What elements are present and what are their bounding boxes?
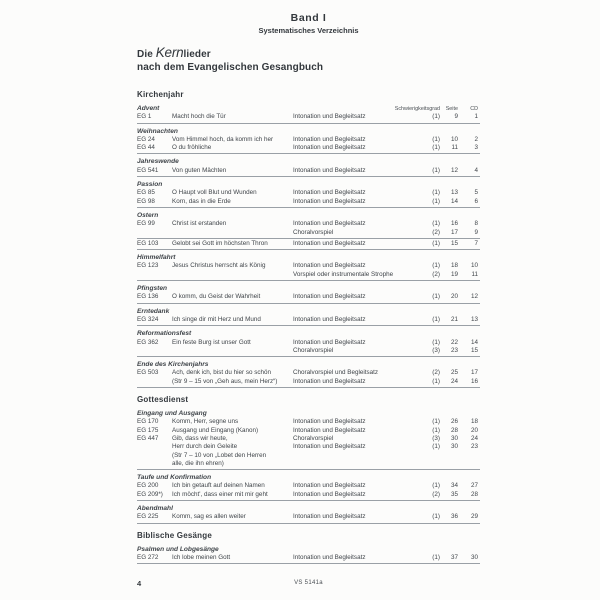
entry-grade: (1) <box>432 443 440 451</box>
subsection <box>137 505 480 524</box>
entry-eg: EG 209*) <box>137 490 163 498</box>
entry-eg: EG 170 <box>137 418 159 426</box>
subsection-name: Taufe und Konfirmation <box>137 474 212 482</box>
entry-type <box>293 460 405 468</box>
entry-title: Macht hoch die Tür <box>172 113 226 121</box>
entry-grade: (2) <box>432 490 440 498</box>
entry-title: O du fröhliche <box>172 144 212 152</box>
entry-eg: EG 85 <box>137 189 155 197</box>
entry-cd: 11 <box>471 270 478 278</box>
entry-grade: (1) <box>432 513 440 521</box>
entry-type: Intonation und Begleitsatz <box>293 113 366 121</box>
subsection-name: Jahreswende <box>137 158 179 166</box>
subsection <box>137 105 480 124</box>
entry-title: (Str 7 – 10 von „Lobet den Herren <box>172 451 267 459</box>
entry-page: 15 <box>450 239 458 247</box>
entry-title: O Haupt voll Blut und Wunden <box>172 189 257 197</box>
entry-title: Ich lobe meinen Gott <box>172 553 231 561</box>
entry-grade: (2) <box>432 228 440 236</box>
entry-title: Ausgang und Eingang (Kanon) <box>172 426 259 434</box>
entry-block <box>137 167 480 177</box>
entry-cd: 30 <box>470 553 478 561</box>
col-header-page: Seite <box>445 106 458 112</box>
entry-eg: EG 324 <box>137 315 159 323</box>
subsection <box>137 330 480 357</box>
entry-page: 16 <box>450 220 458 228</box>
entry-row <box>137 240 480 248</box>
entry-row <box>137 113 480 121</box>
band-title: Band I <box>290 12 327 24</box>
entry-row <box>137 482 480 490</box>
page-content <box>137 46 480 565</box>
entry-title: Gib, dass wir heute, <box>172 434 228 442</box>
entry-title: Komm, Herr, segne uns <box>172 418 239 426</box>
entry-grade: (2) <box>432 369 440 377</box>
entry-page: 12 <box>450 166 458 174</box>
entry-cd: 10 <box>470 262 478 270</box>
entry-cd: 16 <box>470 377 478 385</box>
entry-grade: (1) <box>432 166 440 174</box>
entry-eg: EG 136 <box>137 293 159 301</box>
subsection-name: Advent <box>137 105 160 112</box>
entry-block <box>137 369 480 388</box>
entry-type: Vorspiel oder instrumentale Strophe <box>293 270 394 278</box>
subsection-name: Erntedank <box>137 307 170 315</box>
entry-grade: (1) <box>432 220 440 228</box>
entry-title: Ach, denk ich, bist du hier so schön <box>172 369 272 377</box>
entry-grade: (2) <box>432 270 440 278</box>
entry-cd: 8 <box>474 220 478 228</box>
entry-title: Gelobt sei Gott im höchsten Thron <box>172 239 268 247</box>
entry-title: Jesus Christus herrscht als König <box>172 262 266 270</box>
entry-page: 20 <box>450 293 458 301</box>
footer-page-number: 4 <box>137 579 142 588</box>
work-title <box>137 46 480 74</box>
subsection-header-row <box>137 105 480 113</box>
entry-row <box>137 513 480 521</box>
subsection-name: Ostern <box>137 211 159 219</box>
entry-title: Korn, das in die Erde <box>172 197 231 205</box>
entry-page: 36 <box>450 513 458 521</box>
document-subtitle: Systematisches Verzeichnis <box>258 26 359 35</box>
entry-page: 10 <box>450 135 458 143</box>
entry-title: alle, die ihn ehren) <box>172 459 224 467</box>
entry-type: Choralvorspiel <box>293 434 334 442</box>
entry-row <box>137 220 480 228</box>
entry-title <box>172 347 293 355</box>
subsection-header-row <box>137 212 480 220</box>
entry-eg: EG 272 <box>137 553 159 561</box>
col-header-difficulty: Schwierigkeitsgrad <box>394 106 440 112</box>
entry-block <box>137 136 480 155</box>
entry-block <box>137 316 480 326</box>
entry-eg: EG 103 <box>137 239 159 247</box>
entry-row <box>137 378 480 386</box>
entry-type: Choralvorspiel <box>293 228 334 236</box>
entry-grade: (1) <box>432 239 440 247</box>
entry-title: Herr durch dein Geleite <box>172 443 238 451</box>
entry-grade: (1) <box>432 377 440 385</box>
entry-type: Intonation und Begleitsatz <box>293 443 366 451</box>
subsection-name: Eingang und Ausgang <box>137 410 207 418</box>
entry-page: 14 <box>450 197 458 205</box>
entry-block <box>137 293 480 303</box>
entry-eg <box>137 378 172 386</box>
subsection <box>137 285 480 304</box>
entry-grade: (1) <box>432 113 440 121</box>
entry-block <box>137 339 480 358</box>
entry-type: Intonation und Begleitsatz <box>293 135 366 143</box>
entry-page: 37 <box>450 553 458 561</box>
entry-grade: (1) <box>432 426 440 434</box>
entry-grade: (3) <box>432 346 440 354</box>
entry-type: Intonation und Begleitsatz <box>293 490 366 498</box>
entry-eg: EG 99 <box>137 220 155 228</box>
entry-type: Intonation und Begleitsatz <box>293 418 366 426</box>
work-title-line2: nach dem Evangelischen Gesangbuch <box>137 62 324 73</box>
entry-cd: 4 <box>474 166 478 174</box>
entry-row <box>137 491 480 499</box>
entry-page <box>440 460 458 468</box>
entry-row <box>137 452 480 460</box>
entry-eg: EG 362 <box>137 338 159 346</box>
entry-title: Komm, sag es allen weiter <box>172 513 246 521</box>
entry-cd: 23 <box>470 443 478 451</box>
entry-page: 28 <box>450 426 458 434</box>
subsection <box>137 308 480 327</box>
entry-grade: (1) <box>432 197 440 205</box>
entry-page: 13 <box>450 189 458 197</box>
subsection-name: Himmelfahrt <box>137 254 176 262</box>
entry-cd: 12 <box>470 293 478 301</box>
entry-grade: (1) <box>432 315 440 323</box>
subsection-name: Ende des Kirchenjahrs <box>137 361 209 369</box>
entry-page: 19 <box>450 270 458 278</box>
entry-eg: EG 24 <box>137 135 155 143</box>
entry-cd: 7 <box>474 239 478 247</box>
subsection-header-row <box>137 158 480 166</box>
entry-block <box>137 418 480 470</box>
subsection-name: Pfingsten <box>137 285 168 293</box>
entry-page: 21 <box>450 315 458 323</box>
entry-row <box>137 136 480 144</box>
entry-eg: EG 447 <box>137 434 159 442</box>
entry-cd: 20 <box>470 426 478 434</box>
entry-block <box>137 262 480 281</box>
entry-page <box>440 452 458 460</box>
entry-cd: 5 <box>474 189 478 197</box>
entry-row <box>137 418 480 426</box>
entry-page: 35 <box>450 490 458 498</box>
work-title-prefix: Die <box>137 49 156 60</box>
entry-grade <box>405 452 440 460</box>
subsection-header-row <box>137 474 480 482</box>
entry-row <box>137 369 480 377</box>
entry-row <box>137 443 480 451</box>
work-title-brand: Kern <box>155 45 184 60</box>
entry-grade: (1) <box>432 144 440 152</box>
subsection <box>137 181 480 208</box>
entry-eg: EG 541 <box>137 166 159 174</box>
footer-code: VS 5141a <box>294 580 323 586</box>
entry-type: Intonation und Begleitsatz <box>293 262 366 270</box>
entry-grade: (1) <box>432 293 440 301</box>
entry-title <box>172 229 293 237</box>
subsection-header-row <box>137 308 480 316</box>
entry-type: Choralvorspiel und Begleitsatz <box>293 369 379 377</box>
entry-type: Choralvorspiel <box>293 346 334 354</box>
entry-row <box>137 339 480 347</box>
entry-block <box>137 189 480 208</box>
entry-eg <box>137 271 172 279</box>
entry-row <box>137 144 480 152</box>
subsection <box>137 128 480 155</box>
entry-page: 17 <box>450 228 458 236</box>
entry-row <box>137 316 480 324</box>
entry-cd: 3 <box>474 144 478 152</box>
entry-page: 23 <box>450 346 458 354</box>
entry-eg: EG 200 <box>137 482 159 490</box>
entry-type <box>293 452 405 460</box>
entry-type: Intonation und Begleitsatz <box>293 553 366 561</box>
entry-title: Ich singe dir mit Herz und Mund <box>172 315 261 323</box>
subsection <box>137 474 480 501</box>
entry-cd: 17 <box>470 369 478 377</box>
entry-page: 25 <box>450 369 458 377</box>
entry-row <box>137 460 480 468</box>
entry-row <box>137 189 480 197</box>
entry-type: Intonation und Begleitsatz <box>293 315 366 323</box>
entry-eg: EG 175 <box>137 426 159 434</box>
entry-type: Intonation und Begleitsatz <box>293 197 366 205</box>
section-heading: Biblische Gesänge <box>137 530 212 540</box>
subsection-header-row <box>137 361 480 369</box>
entry-title: Ein feste Burg ist unser Gott <box>172 338 251 346</box>
entry-type: Intonation und Begleitsatz <box>293 189 366 197</box>
entry-eg <box>137 229 172 237</box>
entry-page: 26 <box>450 418 458 426</box>
subsection-name: Passion <box>137 181 163 189</box>
entry-row <box>137 229 480 237</box>
subsection <box>137 361 480 388</box>
entry-grade: (3) <box>432 434 440 442</box>
entry-cd: 14 <box>470 338 478 346</box>
subsection-name: Abendmahl <box>137 504 173 512</box>
entry-eg: EG 123 <box>137 262 159 270</box>
entry-cd: 15 <box>470 346 478 354</box>
entry-title: O komm, du Geist der Wahrheit <box>172 293 261 301</box>
col-header-cd: CD <box>470 106 478 112</box>
entry-title: (Str 9 – 15 von „Geh aus, mein Herz“) <box>172 377 278 385</box>
entry-type: Intonation und Begleitsatz <box>293 482 366 490</box>
entry-page: 22 <box>450 338 458 346</box>
entry-type: Intonation und Begleitsatz <box>293 293 366 301</box>
entry-block <box>137 482 480 501</box>
entry-type: Intonation und Begleitsatz <box>293 426 366 434</box>
entry-row <box>137 435 480 443</box>
entry-row <box>137 271 480 279</box>
toc <box>137 90 480 564</box>
entry-block <box>137 220 480 239</box>
entry-row <box>137 198 480 206</box>
entry-eg: EG 503 <box>137 369 159 377</box>
work-title-suffix: lieder <box>183 49 211 60</box>
section-heading: Gottesdienst <box>137 395 189 405</box>
entry-title: Ich möcht', dass einer mit mir geht <box>172 490 268 498</box>
entry-type: Intonation und Begleitsatz <box>293 239 366 247</box>
entry-eg <box>137 347 172 355</box>
subsection <box>137 212 480 250</box>
subsection-name: Reformationsfest <box>137 330 192 338</box>
section-heading: Kirchenjahr <box>137 90 184 99</box>
entry-block <box>137 113 480 123</box>
entry-type: Intonation und Begleitsatz <box>293 220 366 228</box>
entry-title: Christ ist erstanden <box>172 220 227 228</box>
subsection-header-row <box>137 410 480 418</box>
subsection-header-row <box>137 254 480 262</box>
entry-type: Intonation und Begleitsatz <box>293 144 366 152</box>
entry-cd: 27 <box>470 482 478 490</box>
entry-eg <box>137 443 172 451</box>
entry-type: Intonation und Begleitsatz <box>293 377 366 385</box>
entry-page: 18 <box>450 262 458 270</box>
subsection-header-row <box>137 181 480 189</box>
entry-eg <box>137 452 172 460</box>
entry-title: Ich bin getauft auf deinen Namen <box>172 482 265 490</box>
subsection <box>137 546 480 565</box>
entry-row <box>137 167 480 175</box>
subsection-header-row <box>137 128 480 136</box>
subsection-header-row <box>137 285 480 293</box>
subsection-header-row <box>137 330 480 338</box>
subsection <box>137 254 480 281</box>
entry-title: Von guten Mächten <box>172 166 227 174</box>
entry-row <box>137 347 480 355</box>
entry-cd <box>458 452 478 460</box>
entry-grade: (1) <box>432 553 440 561</box>
entry-type: Intonation und Begleitsatz <box>293 338 366 346</box>
entry-title <box>172 271 293 279</box>
subsection-name: Weihnachten <box>137 127 178 135</box>
entry-block <box>137 240 480 250</box>
entry-cd: 28 <box>470 490 478 498</box>
entry-cd: 1 <box>474 113 478 121</box>
entry-cd: 18 <box>470 418 478 426</box>
subsection <box>137 410 480 470</box>
entry-block <box>137 513 480 523</box>
entry-type: Intonation und Begleitsatz <box>293 513 366 521</box>
entry-page: 11 <box>451 144 458 152</box>
entry-grade <box>405 460 440 468</box>
entry-grade: (1) <box>432 262 440 270</box>
entry-eg: EG 1 <box>137 113 152 121</box>
entry-grade: (1) <box>432 189 440 197</box>
entry-page: 34 <box>450 482 458 490</box>
entry-grade: (1) <box>432 135 440 143</box>
subsection-header-row <box>137 546 480 554</box>
entry-cd: 9 <box>474 228 478 236</box>
entry-block <box>137 554 480 564</box>
entry-cd: 24 <box>470 434 478 442</box>
entry-eg: EG 225 <box>137 513 159 521</box>
entry-cd: 2 <box>474 135 478 143</box>
entry-title: Vom Himmel hoch, da komm ich her <box>172 135 274 143</box>
entry-type: Intonation und Begleitsatz <box>293 166 366 174</box>
entry-cd: 6 <box>474 197 478 205</box>
entry-grade: (1) <box>432 338 440 346</box>
entry-row <box>137 554 480 562</box>
subsection-header-row <box>137 505 480 513</box>
entry-row <box>137 262 480 270</box>
entry-grade: (1) <box>432 482 440 490</box>
entry-page: 30 <box>450 443 458 451</box>
subsection-name: Psalmen und Lobgesänge <box>137 545 219 553</box>
entry-row <box>137 427 480 435</box>
entry-eg: EG 98 <box>137 197 155 205</box>
entry-page: 24 <box>450 377 458 385</box>
entry-eg <box>137 460 172 468</box>
document-header <box>137 12 480 35</box>
entry-grade: (1) <box>432 418 440 426</box>
entry-page: 9 <box>454 113 458 121</box>
entry-cd: 29 <box>470 513 478 521</box>
subsection <box>137 158 480 177</box>
entry-cd: 13 <box>470 315 478 323</box>
entry-eg: EG 44 <box>137 144 155 152</box>
entry-cd <box>458 460 478 468</box>
entry-row <box>137 293 480 301</box>
entry-page: 30 <box>450 434 458 442</box>
